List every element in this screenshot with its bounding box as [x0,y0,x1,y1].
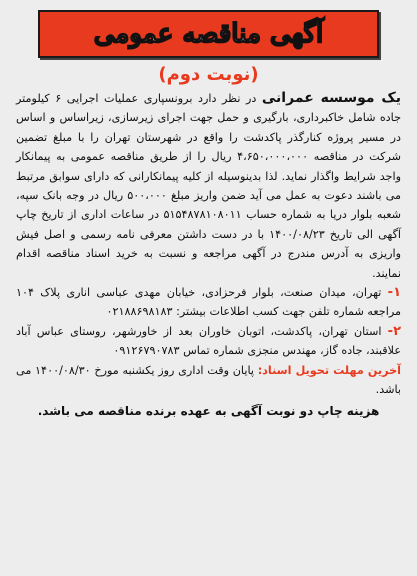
intro-paragraph [16,89,401,283]
item-2-number: ۲- [387,323,401,339]
deadline-text: پایان وقت اداری روز یکشنبه مورخ ۱۴۰۰/۰۸/۳۰ می باشد. [16,363,401,397]
item-1-number: ۱- [387,285,402,301]
deadline-label: آخرین مهلت تحویل اسناد: [257,363,401,377]
title-banner [38,10,379,58]
address-item-1 [16,283,401,322]
item-2-text: استان تهران، پاکدشت، اتوبان خاوران بعد از خاورشهر، روستای عباس آباد علاقبند، جاده گاز، مهندس منجزی شماره تماس ۰۹۱۲۶۷۹۰۷۸۳ [16,324,401,358]
address-item-2 [16,322,401,361]
ad-footer: هزینه چاپ دو نوبت آگهی به عهده برنده مناقصه می باشد. [37,403,380,418]
ad-intro: در نظر دارد برونسپاری عملیات اجرایی ۶ کیلومتر جاده شامل خاکبرداری، بارگیری و حمل جهت اجرای زیرسازی، زیراساس و اساس در مسیر پروژه کنارگذر پاکدشت را واقع در شهرستان تهران را با مبلغ تضمین شرکت در مناقصه ۴،۶۵۰،۰۰۰،۰۰۰ ریال را از طریق مناقصه عمومی به پیمانکار واجد شرایط واگذار نماید. لذا بدینوسیله از کلیه پیمانکارانی که دارای سوابق مرتبط می باشند دعوت به عمل می آید ضمن واریز مبلغ ۵۰۰،۰۰۰ ریال در وجه بانک سپه، شعبه بلوار دریا به شماره حساب ۵۱۵۴۸۷۸۱۰۸۰۱۱ در ساعات اداری از تاریخ چاپ آگهی الی تاریخ ۱۴۰۰/۰۸/۲۳ با در دست داشتن معرفی نامه رسمی و اصل فیش واریزی به آدرس مندرج در آگهی مراجعه و نسبت به خرید اسناد مناقصه اقدام نمایند. [16,92,402,280]
ad-body [16,89,401,400]
deadline-line [16,361,401,400]
item-1-text: تهران، میدان صنعت، بلوار فرحزادی، خیابان مهدی عباسی اناری پلاک ۱۰۴ مراجعه شماره تلفن جهت کسب اطلاعات بیشتر: ۰۲۱۸۸۶۹۸۱۸۳ [16,286,401,319]
ad-title: آگهی مناقصه عمومی [93,19,324,49]
ad-subtitle: (نوبت دوم) [158,64,259,85]
ad-lead: یک موسسه عمرانی [261,90,401,106]
